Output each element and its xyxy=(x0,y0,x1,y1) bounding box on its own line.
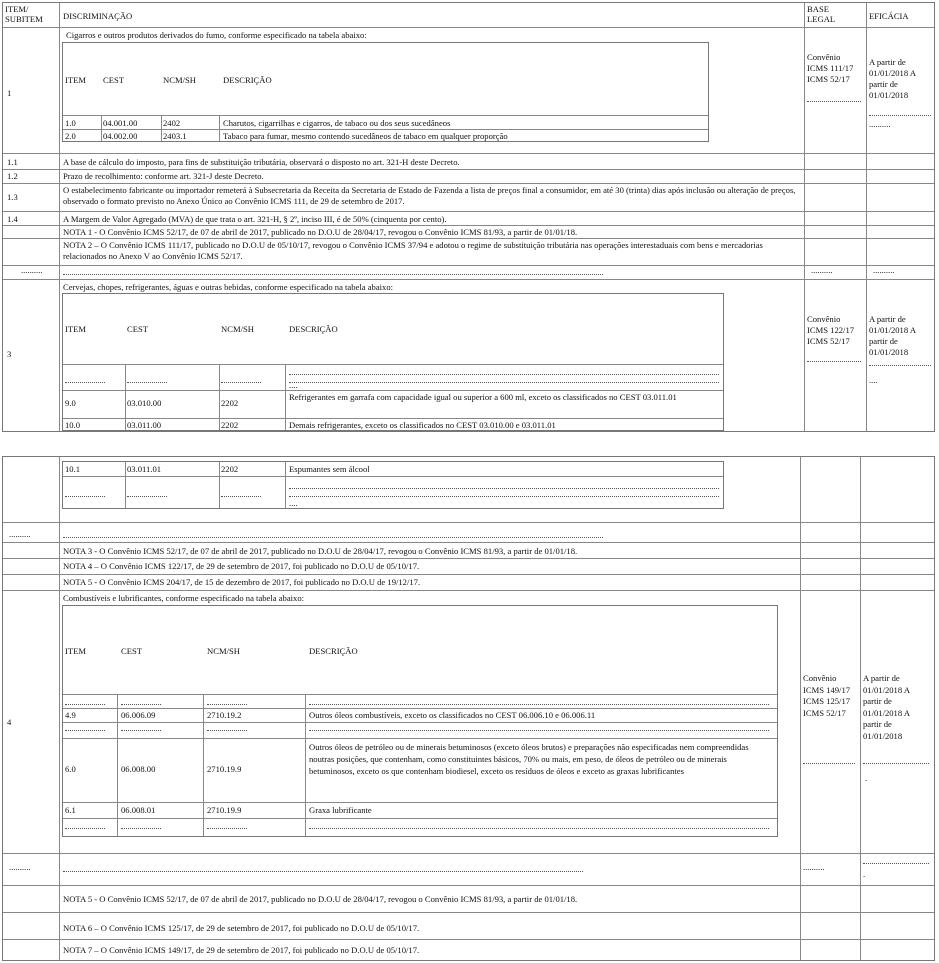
th-ncm: NCM/SH xyxy=(207,646,240,656)
table-row-cest: 03.011.01 xyxy=(127,464,162,474)
row-divider xyxy=(3,590,934,591)
table-row-ncm: 2202 xyxy=(221,464,239,474)
table-col-divider xyxy=(125,462,126,508)
table-row-ncm: 2202 xyxy=(221,420,239,430)
table-row-item: 9.0 xyxy=(65,398,76,408)
dotted-rule xyxy=(65,828,105,829)
table-row-desc: Outros óleos combustíveis, exceto os classificados no CEST 06.006.10 e 06.006.11 xyxy=(309,710,596,720)
table-row-item: 6.1 xyxy=(65,805,76,815)
dotted-rule xyxy=(309,730,769,731)
dotted-rule xyxy=(869,365,931,366)
row-divider xyxy=(3,27,934,28)
row-divider xyxy=(3,279,934,280)
row-divider xyxy=(3,542,934,543)
row-divider xyxy=(3,225,934,226)
base-legal: Convênio ICMS 111/17 ICMS 52/17 xyxy=(807,52,854,84)
table-row-divider xyxy=(63,722,777,723)
dotted-rule xyxy=(309,704,769,705)
dotted-rule xyxy=(121,730,161,731)
row-divider xyxy=(3,574,934,575)
row-divider xyxy=(3,265,934,266)
dotted-rule xyxy=(207,704,247,705)
note-text: NOTA 7 – O Convênio ICMS 149/17, de 29 de setembro de 2017, foi publicado no D.O.U de 05/10/17. xyxy=(63,945,420,955)
ellipsis: . xyxy=(863,869,866,879)
row-divider xyxy=(3,939,934,940)
table-col-divider xyxy=(285,462,286,508)
ellipsis: .......... xyxy=(21,265,43,275)
dotted-rule xyxy=(289,488,719,489)
row-divider xyxy=(3,153,934,154)
th-item: ITEM xyxy=(65,75,87,85)
th-ncm: NCM/SH xyxy=(221,324,254,334)
table-row-item: 2.0 xyxy=(65,131,76,141)
dotted-rule xyxy=(221,382,261,383)
table-col-divider xyxy=(285,364,286,430)
col-divider xyxy=(804,3,805,431)
subitem-text: Prazo de recolhimento: conforme art. 321-J deste Decreto. xyxy=(63,171,264,181)
table-row-item: 10.0 xyxy=(65,420,81,430)
ellipsis: .......... xyxy=(869,119,891,129)
table-col-divider xyxy=(161,115,162,141)
note-text: NOTA 1 - O Convênio ICMS 52/17, de 07 de abril de 2017, publicado no D.O.U de 28/04/17, revogou o Convênio ICMS 81/93, a partir de 01/01/18. xyxy=(63,227,578,237)
table-row-cest: 06.006.09 xyxy=(121,710,156,720)
table-row-divider xyxy=(63,418,723,419)
table-row-item: 1.0 xyxy=(65,118,76,128)
eficacia: A partir de 01/01/2018 A partir de 01/01/2018 A partir de 01/01/2018 xyxy=(863,673,910,741)
table-col-divider xyxy=(125,364,126,430)
table-row-ncm: 2403.1 xyxy=(163,131,187,141)
table-row-desc: Refrigerantes em garrafa com capacidade igual ou superior a 600 ml, exceto os classificados no CEST 03.011.01 xyxy=(289,392,677,402)
table-col-divider xyxy=(219,364,220,430)
table-row-desc: Espumantes sem álcool xyxy=(289,464,370,474)
note-text: NOTA 6 – O Convênio ICMS 125/17, de 29 de setembro de 2017, foi publicado no D.O.U de 05/10/17. xyxy=(63,923,420,933)
dotted-rule xyxy=(207,730,247,731)
table-row-cest: 06.008.00 xyxy=(121,764,156,774)
table-row-desc: Graxa lubrificante xyxy=(309,805,372,815)
table-col-divider xyxy=(305,694,306,836)
table-col-divider xyxy=(219,115,220,141)
th-cest: CEST xyxy=(121,646,143,656)
table-row-divider xyxy=(63,390,723,391)
eficacia: A partir de 01/01/2018 A partir de 01/01/2018 xyxy=(869,57,916,100)
item-intro: Combustíveis e lubrificantes, conforme especificado na tabela abaixo: xyxy=(63,593,305,603)
document-page-top xyxy=(2,2,935,432)
ellipsis: .......... xyxy=(873,265,895,275)
note-text: NOTA 3 - O Convênio ICMS 52/17, de 07 de abril de 2017, publicado no D.O.U de 28/04/17, revogou o Convênio ICMS 81/93, a partir de 01/01/18. xyxy=(63,546,578,556)
ellipsis: .... xyxy=(289,498,298,508)
dotted-rule xyxy=(807,101,861,102)
table-row-item: 6.0 xyxy=(65,764,76,774)
table-col-divider xyxy=(219,462,220,508)
subitem-text: A base de cálculo do imposto, para fins de substituição tributária, observará o disposto no art. 321-H deste Decreto. xyxy=(63,157,460,167)
dotted-rule xyxy=(289,374,719,375)
table-row-ncm: 2202 xyxy=(221,398,239,408)
item-number: 3 xyxy=(7,349,12,359)
table-row-divider xyxy=(63,708,777,709)
row-divider xyxy=(3,211,934,212)
table-col-divider xyxy=(117,694,118,836)
dotted-rule xyxy=(121,828,161,829)
ellipsis: .... xyxy=(869,375,878,385)
row-divider xyxy=(3,912,934,913)
th-ncm: NCM/SH xyxy=(163,75,196,85)
table-row-divider xyxy=(63,364,723,365)
item-number: 1 xyxy=(7,88,12,98)
table-row-divider xyxy=(63,694,777,695)
base-legal: Convênio ICMS 149/17 ICMS 125/17 ICMS 52/17 xyxy=(803,673,851,718)
th-descricao: DESCRIÇÃO xyxy=(309,646,358,656)
dotted-rule xyxy=(63,871,583,872)
item1-table xyxy=(62,42,709,142)
ellipsis: .......... xyxy=(9,862,31,872)
dotted-rule xyxy=(127,382,167,383)
ellipsis: .......... xyxy=(9,529,31,539)
dotted-rule xyxy=(65,382,105,383)
row-divider xyxy=(3,558,934,559)
table-row-divider xyxy=(63,129,708,130)
table-row-divider xyxy=(63,802,777,803)
ellipsis: . xyxy=(865,773,868,783)
item3-table-continued xyxy=(62,461,724,509)
table-row-cest: 03.010.00 xyxy=(127,398,162,408)
dotted-rule xyxy=(803,763,855,764)
table-row-ncm: 2402 xyxy=(163,118,181,128)
dotted-rule xyxy=(289,496,719,497)
dotted-rule xyxy=(807,361,861,362)
ellipsis: .... xyxy=(289,380,298,390)
th-descricao: DESCRIÇÃO xyxy=(223,75,272,85)
header-base-legal: BASE LEGAL xyxy=(807,4,836,24)
row-divider xyxy=(3,183,934,184)
table-row-desc: Tabaco para fumar, mesmo contendo sucedâneos de tabaco em qualquer proporção xyxy=(223,131,508,141)
item4-table xyxy=(62,605,778,837)
item3-table xyxy=(62,293,724,431)
table-row-desc: Outros óleos de petróleo ou de minerais betuminosos (exceto óleos brutos) e preparações não especificadas nem compreendidas noutras posições, que contenham, como constituintes básicos, 70% ou mais, em peso, de óleos de petróleo ou de minerais betuminosos, exceto os que contenham biodiesel, exceto os resíduos de óleos e exceto as graxas lubrificantes xyxy=(309,742,749,776)
table-row-cest: 03.011.00 xyxy=(127,420,162,430)
dotted-rule xyxy=(221,496,261,497)
dotted-rule xyxy=(863,863,929,864)
subitem-number: 1.4 xyxy=(7,214,18,224)
table-row-desc: Charutos, cigarrilhas e cigarros, de tabaco ou dos seus sucedâneos xyxy=(223,118,451,128)
th-item: ITEM xyxy=(65,324,87,334)
eficacia: A partir de 01/01/2018 A partir de 01/01/2018 xyxy=(869,314,916,357)
dotted-rule xyxy=(65,730,105,731)
note-text: NOTA 5 - O Convênio ICMS 204/17, de 15 de dezembro de 2017, foi publicado no D.O.U de 19/12/17. xyxy=(63,577,421,587)
table-row-item: 4.9 xyxy=(65,710,76,720)
item-number: 4 xyxy=(7,717,12,727)
dotted-rule xyxy=(63,274,603,275)
header-discriminacao: DISCRIMINAÇÃO xyxy=(63,11,133,21)
th-cest: CEST xyxy=(127,324,149,334)
th-item: ITEM xyxy=(65,646,87,656)
table-row-divider xyxy=(63,476,723,477)
th-descricao: DESCRIÇÃO xyxy=(289,324,338,334)
ellipsis: .......... xyxy=(811,265,833,275)
base-legal: Convênio ICMS 122/17 ICMS 52/17 xyxy=(807,314,855,346)
table-row-cest: 04.002.00 xyxy=(103,131,138,141)
subitem-text: A Margem de Valor Agregado (MVA) de que trata o art. 321-H, § 2º, inciso III, é de 50% (cinquenta por cento). xyxy=(63,214,447,224)
dotted-rule xyxy=(207,828,247,829)
note-text: NOTA 5 - O Convênio ICMS 52/17, de 07 de abril de 2017, publicado no D.O.U de 28/04/17, revogou o Convênio ICMS 81/93, a partir de 01/01/18. xyxy=(63,894,578,904)
ellipsis: .......... xyxy=(803,862,825,872)
th-cest: CEST xyxy=(103,75,125,85)
dotted-rule xyxy=(309,828,769,829)
dotted-rule xyxy=(127,496,167,497)
header-item: ITEM/ SUBITEM xyxy=(5,4,43,24)
note-text: NOTA 2 – O Convênio ICMS 111/17, publicado no D.O.U de 05/10/17, revogou o Convênio ICMS 37/94 e adotou o regime de substituição tributária nas operações interestaduais com bens e mercadorias relacionados no Anexo V ao Convênio ICMS 52/17. xyxy=(63,240,763,261)
subitem-text: O estabelecimento fabricante ou importador remeterá à Subsecretaria da Receita da Secretaria de Estado de Fazenda a lista de preços final a consumidor, em até 30 (trinta) dias após inclusão ou alteração de preços, observado o formato previsto no Anexo Único ao Convênio ICMS 111, de 29 de setembro de 2017. xyxy=(63,185,796,206)
item-intro: Cigarros e outros produtos derivados do fumo, conforme especificado na tabela abaixo: xyxy=(66,30,367,40)
dotted-rule xyxy=(289,382,719,383)
table-col-divider xyxy=(203,694,204,836)
table-row-desc: Demais refrigerantes, exceto os classificados no CEST 03.010.00 e 03.011.01 xyxy=(289,420,556,430)
col-divider xyxy=(866,3,867,431)
note-text: NOTA 4 – O Convênio ICMS 122/17, de 29 de setembro de 2017, foi publicado no D.O.U de 05/10/17. xyxy=(63,561,420,571)
dotted-rule xyxy=(65,496,105,497)
table-row-cest: 04.001.00 xyxy=(103,118,138,128)
table-row-divider xyxy=(63,115,708,116)
table-row-divider xyxy=(63,818,777,819)
row-divider xyxy=(3,885,934,886)
dotted-rule xyxy=(121,704,161,705)
table-row-ncm: 2710.19.2 xyxy=(207,710,242,720)
row-divider xyxy=(3,853,934,854)
item-intro: Cervejas, chopes, refrigerantes, águas e outras bebidas, conforme especificado na tabela abaixo: xyxy=(63,282,393,292)
dotted-rule xyxy=(869,115,931,116)
table-row-ncm: 2710.19.9 xyxy=(207,805,242,815)
subitem-number: 1.2 xyxy=(7,171,18,181)
row-divider xyxy=(3,238,934,239)
subitem-number: 1.3 xyxy=(7,192,18,202)
table-row-ncm: 2710.19.9 xyxy=(207,764,242,774)
table-col-divider xyxy=(101,115,102,141)
table-row-divider xyxy=(63,738,777,739)
table-row-cest: 06.008.01 xyxy=(121,805,156,815)
dotted-rule xyxy=(63,537,603,538)
dotted-rule xyxy=(65,704,105,705)
row-divider xyxy=(3,169,934,170)
row-divider xyxy=(3,522,934,523)
table-row-item: 10.1 xyxy=(65,464,81,474)
subitem-number: 1.1 xyxy=(7,157,18,167)
document-page-bottom xyxy=(2,456,935,961)
dotted-rule xyxy=(863,763,929,764)
col-divider xyxy=(59,3,60,431)
header-eficacia: EFICÁCIA xyxy=(869,11,909,21)
